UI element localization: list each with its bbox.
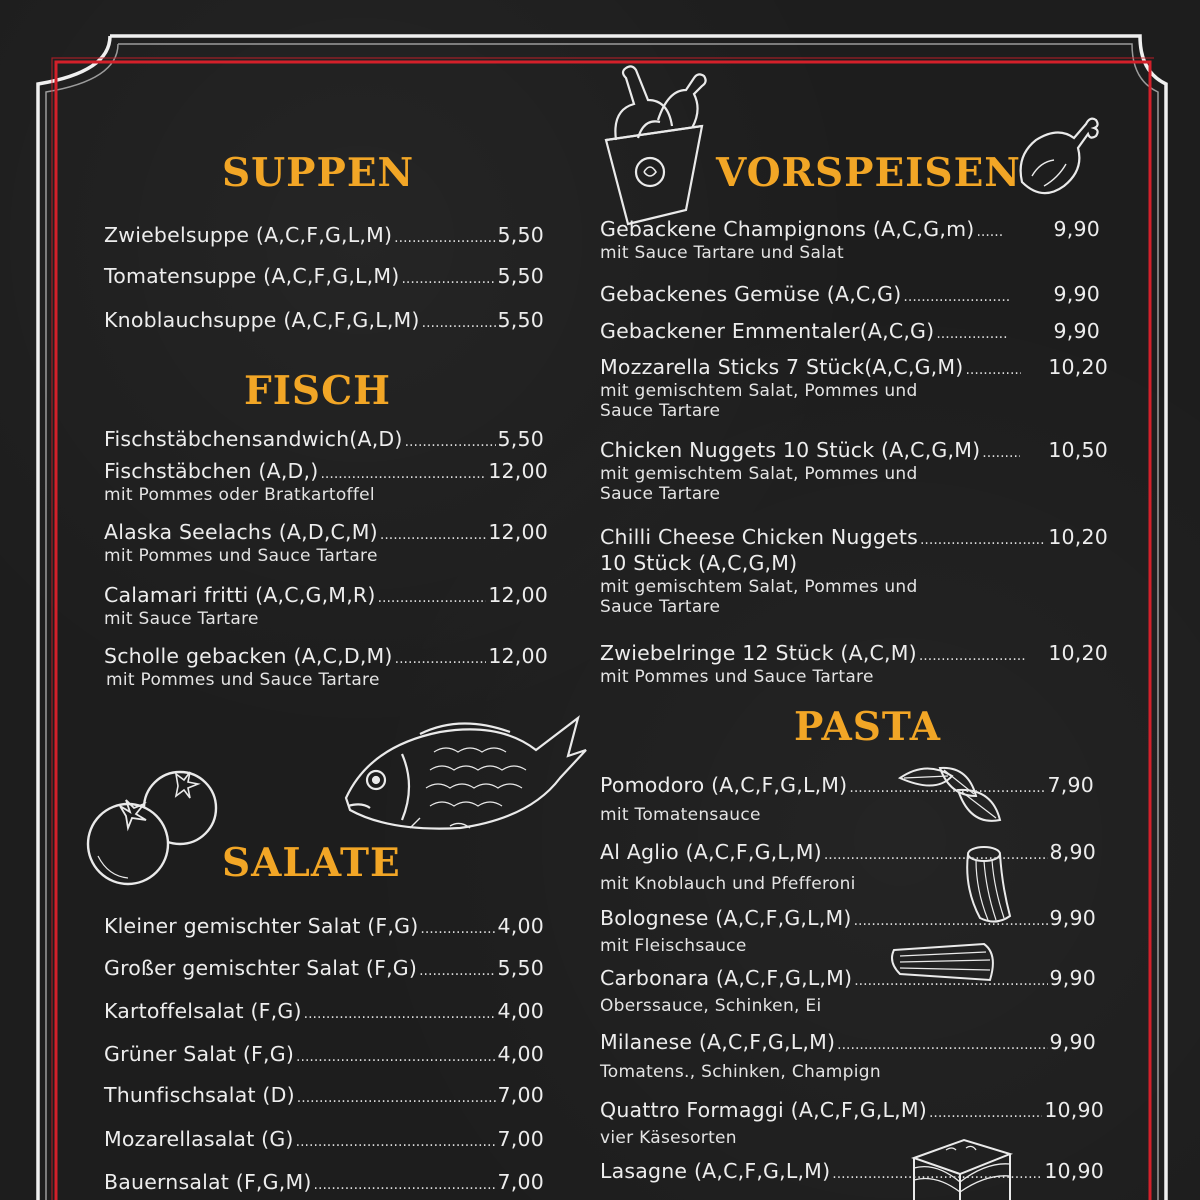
item-name: Knoblauchsuppe (A,C,F,G,L,M) [104, 308, 420, 332]
item-price: 4,00 [497, 1042, 544, 1066]
item-name: Gebackener Emmentaler(A,C,G) [600, 319, 935, 343]
item-price: 9,90 [1049, 906, 1096, 930]
menu-item [104, 644, 548, 690]
item-name: Fischstäbchen (A,D,) [104, 459, 319, 483]
item-name: Tomatensuppe (A,C,F,G,L,M) [104, 264, 400, 288]
item-description: Sauce Tartare [600, 597, 721, 617]
item-description: mit gemischtem Salat, Pommes und [600, 464, 918, 484]
section-title-fisch: FISCH [244, 368, 391, 414]
menu-item [600, 525, 1108, 617]
menu-item [600, 966, 1096, 1016]
item-description: Oberssauce, Schinken, Ei [600, 996, 822, 1016]
menu-item [104, 520, 548, 566]
menu-item [104, 1042, 544, 1066]
menu-item [104, 914, 544, 938]
item-name: Carbonara (A,C,F,G,L,M) [600, 966, 853, 990]
item-name: Zwiebelsuppe (A,C,F,G,L,M) [104, 223, 393, 247]
menu-item [600, 217, 1100, 263]
item-name: Alaska Seelachs (A,D,C,M) [104, 520, 378, 544]
menu-item [104, 583, 548, 629]
item-description: mit Pommes und Sauce Tartare [600, 667, 874, 687]
item-price: 12,00 [488, 520, 548, 544]
item-description: Sauce Tartare [600, 401, 721, 421]
item-name: Lasagne (A,C,F,G,L,M) [600, 1159, 831, 1183]
item-name: Chilli Cheese Chicken Nuggets [600, 525, 918, 549]
item-price: 10,20 [1048, 525, 1108, 549]
item-price: 7,00 [497, 1083, 544, 1107]
menu-item [600, 1159, 1104, 1183]
section-title-suppen: SUPPEN [222, 150, 415, 196]
item-price: 10,50 [1048, 438, 1108, 462]
item-name: Quattro Formaggi (A,C,F,G,L,M) [600, 1098, 927, 1122]
item-name: Gebackene Champignons (A,C,G,m) [600, 217, 975, 241]
menu-item [104, 1083, 544, 1107]
item-name: Kartoffelsalat (F,G) [104, 999, 302, 1023]
item-price: 5,50 [497, 427, 544, 451]
section-title-salate: SALATE [222, 840, 401, 886]
menu-item [600, 1098, 1104, 1148]
item-price: 12,00 [488, 459, 548, 483]
menu-item [600, 282, 1100, 306]
menu-item [600, 438, 1108, 504]
item-price: 4,00 [497, 914, 544, 938]
menu-item [600, 355, 1108, 421]
item-name: Chicken Nuggets 10 Stück (A,C,G,M) [600, 438, 981, 462]
item-name: Calamari fritti (A,C,G,M,R) [104, 583, 376, 607]
menu-item [104, 956, 544, 980]
item-description: mit Knoblauch und Pfefferoni [600, 874, 856, 894]
section-title-vorspeisen: VORSPEISEN [716, 150, 1021, 196]
menu-item [104, 999, 544, 1023]
menu-item [104, 459, 548, 505]
item-price: 9,90 [1053, 319, 1100, 343]
item-name: Thunfischsalat (D) [104, 1083, 295, 1107]
menu-item [600, 906, 1096, 956]
menu-item [104, 427, 544, 451]
menu-item [104, 308, 544, 332]
item-description: mit Sauce Tartare [104, 609, 259, 629]
menu-item [104, 264, 544, 288]
item-description: mit Fleischsauce [600, 936, 747, 956]
item-name: Scholle gebacken (A,C,D,M) [104, 644, 393, 668]
item-price: 10,90 [1044, 1098, 1104, 1122]
item-description: mit Tomatensauce [600, 805, 761, 825]
item-price: 5,50 [497, 223, 544, 247]
item-name: Al Aglio (A,C,F,G,L,M) [600, 840, 822, 864]
item-description: mit gemischtem Salat, Pommes und [600, 381, 918, 401]
menu-item [600, 840, 1096, 894]
item-price: 9,90 [1049, 966, 1096, 990]
item-price: 8,90 [1049, 840, 1096, 864]
menu-item [104, 1170, 544, 1194]
item-name: Bolognese (A,C,F,G,L,M) [600, 906, 852, 930]
item-price: 4,00 [497, 999, 544, 1023]
item-price: 7,00 [497, 1170, 544, 1194]
menu-item [600, 773, 1094, 825]
item-name: Kleiner gemischter Salat (F,G) [104, 914, 419, 938]
item-name: Großer gemischter Salat (F,G) [104, 956, 418, 980]
item-name: Grüner Salat (F,G) [104, 1042, 295, 1066]
item-price: 9,90 [1049, 1030, 1096, 1054]
item-price: 7,90 [1047, 773, 1094, 797]
item-name: Bauernsalat (F,G,M) [104, 1170, 312, 1194]
item-description: mit gemischtem Salat, Pommes und [600, 577, 918, 597]
item-price: 12,00 [488, 583, 548, 607]
item-name: Milanese (A,C,F,G,L,M) [600, 1030, 836, 1054]
menu-item [104, 223, 544, 247]
item-price: 10,20 [1048, 641, 1108, 665]
item-price: 10,20 [1048, 355, 1108, 379]
item-description: mit Sauce Tartare und Salat [600, 243, 844, 263]
item-price: 5,50 [497, 308, 544, 332]
item-description: mit Pommes und Sauce Tartare [104, 546, 378, 566]
item-description: Tomatens., Schinken, Champign [600, 1062, 881, 1082]
item-name: Zwiebelringe 12 Stück (A,C,M) [600, 641, 917, 665]
chicken-leg-icon [1014, 112, 1100, 202]
item-price: 9,90 [1053, 217, 1100, 241]
item-name: Pomodoro (A,C,F,G,L,M) [600, 773, 848, 797]
menu-item [600, 319, 1100, 343]
menu-item [104, 1127, 544, 1151]
item-name: Fischstäbchensandwich(A,D) [104, 427, 403, 451]
item-name: Mozzarella Sticks 7 Stück(A,C,G,M) [600, 355, 964, 379]
menu-item [600, 641, 1108, 687]
item-description: mit Pommes und Sauce Tartare [106, 670, 380, 690]
item-price: 7,00 [497, 1127, 544, 1151]
chicken-bucket-icon [598, 60, 718, 230]
tomatoes-icon [84, 766, 224, 890]
item-price: 12,00 [488, 644, 548, 668]
item-price: 9,90 [1053, 282, 1100, 306]
item-description: vier Käsesorten [600, 1128, 737, 1148]
item-name: Gebackenes Gemüse (A,C,G) [600, 282, 902, 306]
item-price: 10,90 [1044, 1159, 1104, 1183]
item-price: 5,50 [497, 264, 544, 288]
menu-item [600, 1030, 1096, 1082]
item-price: 5,50 [497, 956, 544, 980]
item-name-continued: 10 Stück (A,C,G,M) [600, 551, 798, 575]
item-name: Mozarellasalat (G) [104, 1127, 294, 1151]
item-description: Sauce Tartare [600, 484, 721, 504]
fish-icon [340, 710, 590, 838]
section-title-pasta: PASTA [794, 704, 942, 750]
item-description: mit Pommes oder Bratkartoffel [104, 485, 375, 505]
